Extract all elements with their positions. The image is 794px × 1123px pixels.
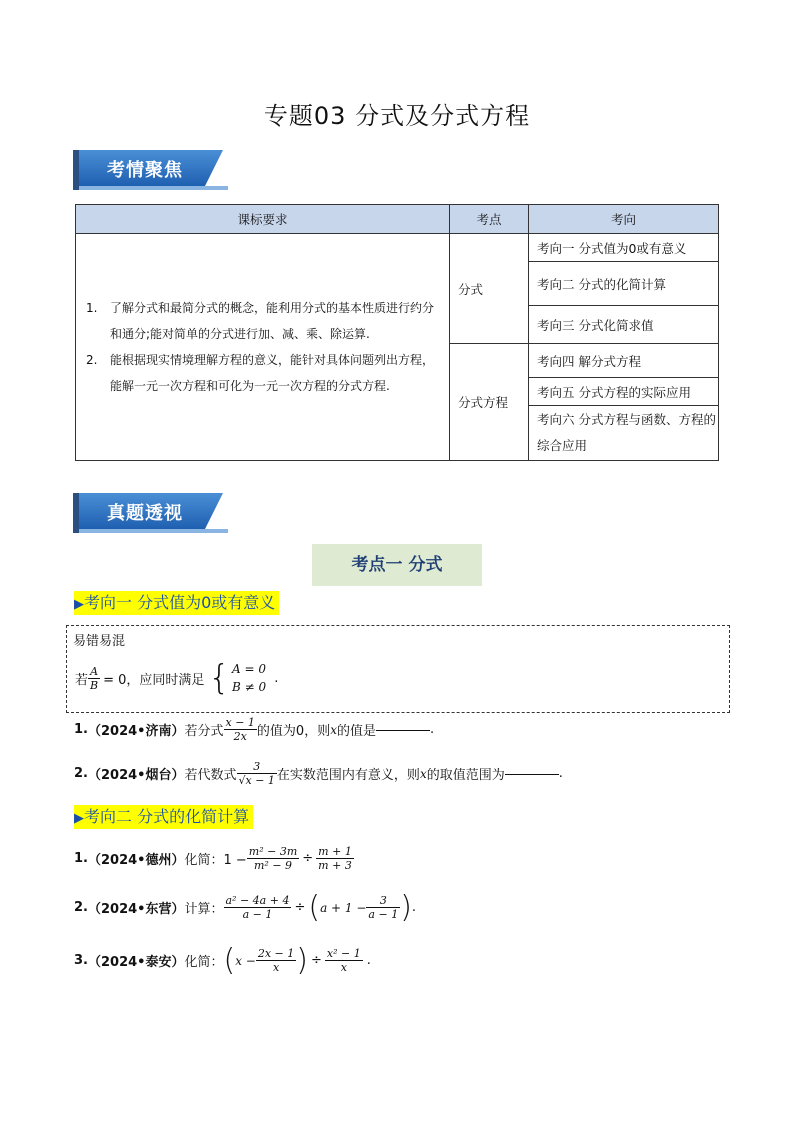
question-dongying: 2. （2024•东营） 计算： $\frac{\text{a² − 4a + 4}}{a - 1}$ ÷ ( a + 1 − $\frac{3}{a - 1}$ ) . (74, 890, 417, 925)
header-directions: 考向 (529, 205, 719, 234)
point-heading: 考点一 分式 (312, 544, 482, 586)
brace-icon: { (208, 658, 231, 698)
left-paren-icon: ( (308, 890, 321, 925)
question-yantai: 2. （2024•烟台） 若代数式 $\frac{3}{√x - 1}$ 在实数范围内有意义，则 x 的取值范围为 . (74, 760, 563, 787)
section-banner-real-questions (73, 493, 228, 533)
fraction: $\frac{\text{m² − 3m}}{\text{m² − 9}}$ (248, 845, 298, 872)
fraction: $\frac{x - 1}{2x}$ (225, 716, 255, 743)
triangle-icon: ▶ (74, 597, 84, 612)
question-taian: 3. （2024•泰安） 化简： ( x − $\frac{2x - 1}{x}$ ) ÷ $\frac{\text{x² − 1}}{x}$ . (74, 943, 371, 978)
banner-label: 考情聚焦 (107, 160, 183, 181)
fraction-a-over-b: $\frac{A}{B}$ (90, 664, 99, 692)
question-jinan: 1. （2024•济南） 若分式 $\frac{x - 1}{2x}$ 的值为0，则 x 的值是 . (74, 716, 435, 743)
direction-cell: 考向三 分式化简求值 (529, 306, 719, 344)
direction-cell: 考向一 分式值为0或有意义 (529, 234, 719, 262)
answer-blank[interactable] (505, 773, 559, 775)
fraction: $\frac{3}{a - 1}$ (368, 894, 399, 921)
point-fraction: 分式 (450, 234, 529, 344)
direction-cell: 考向六 分式方程与函数、方程的综合应用 (529, 406, 719, 461)
fraction: $\frac{3}{√x - 1}$ (238, 760, 275, 787)
right-paren-icon: ) (400, 890, 412, 925)
header-requirements: 课标要求 (76, 205, 450, 234)
direction-heading-2: ▶考向二 分式的化简计算 (74, 805, 253, 829)
point-fraction-equation: 分式方程 (450, 344, 529, 461)
right-paren-icon: ) (296, 943, 308, 978)
fraction: $\frac{2x - 1}{x}$ (257, 947, 295, 974)
direction-cell: 考向五 分式方程的实际应用 (529, 378, 719, 406)
error-box-heading: 易错易混 (73, 634, 126, 649)
answer-blank[interactable] (376, 729, 430, 731)
requirement-item: 2. 能根据现实情境理解方程的意义，能针对具体问题列出方程，能解一元一次方程和可化为一元一次方程的分式方程. (86, 353, 435, 393)
direction-cell: 考向二 分式的化简计算 (529, 262, 719, 306)
requirement-item: 1. 了解分式和最简分式的概念，能利用分式的基本性质进行约分和通分;能对简单的分式进行加、减、乘、除运算. (86, 301, 435, 341)
condition-system: A = 0 B ≠ 0 (232, 662, 267, 694)
fraction: $\frac{\text{x² − 1}}{x}$ (326, 947, 361, 974)
banner-label: 真题透视 (107, 503, 183, 524)
direction-cell: 考向四 解分式方程 (529, 344, 719, 378)
fraction: $\frac{m + 1}{m + 3}$ (318, 845, 352, 872)
page-title: 专题03 分式及分式方程 (263, 102, 531, 130)
requirements-cell (76, 234, 450, 461)
header-points: 考点 (450, 205, 529, 234)
error-prone-box (66, 625, 730, 713)
curriculum-table (75, 204, 719, 461)
error-box-formula: 若 $\frac{A}{B}$ = 0，应同时满足 { A = 0 B ≠ 0 . (75, 658, 279, 698)
question-dezhou: 1. （2024•德州） 化简：1 − $\frac{\text{m² − 3m}}{\text{m² − 9}}$ ÷ $\frac{m + 1}{m + 3}$ (74, 845, 352, 872)
triangle-icon: ▶ (74, 811, 84, 826)
fraction: $\frac{\text{a² − 4a + 4}}{a - 1}$ (225, 894, 290, 921)
left-paren-icon: ( (223, 943, 236, 978)
direction-heading-1: ▶考向一 分式值为0或有意义 (74, 591, 279, 615)
section-banner-exam-focus (73, 150, 228, 190)
